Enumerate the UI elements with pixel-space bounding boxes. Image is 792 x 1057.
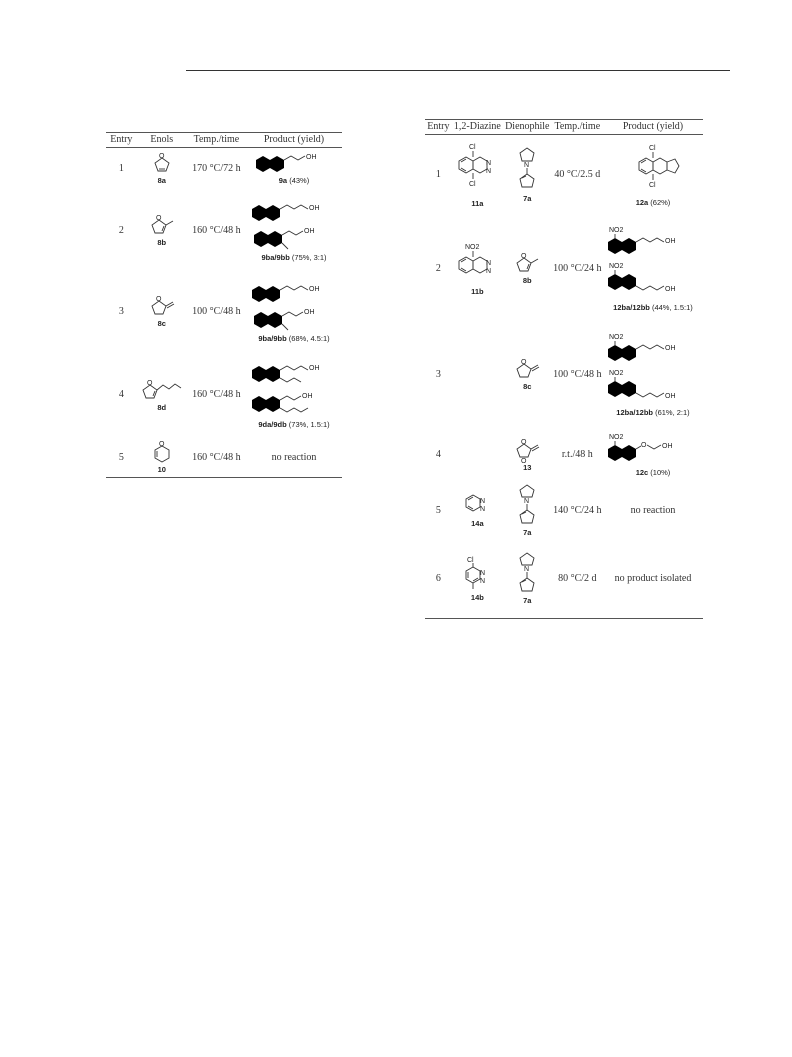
- temp-time: 100 °C/24 h: [553, 263, 602, 274]
- diazine-cell: [452, 539, 503, 619]
- compound-label: 11a: [471, 199, 484, 209]
- compound-label: 7a: [523, 528, 532, 537]
- compound-label: 8a: [157, 176, 166, 186]
- svg-text:N: N: [486, 160, 492, 168]
- svg-text:OH: OH: [309, 286, 320, 293]
- svg-text:N: N: [480, 498, 486, 505]
- compound-label: 12a: [635, 198, 649, 208]
- table-header-row: [425, 120, 703, 135]
- methylene-dioxolane-structure: [512, 437, 542, 463]
- enol-cell: [137, 438, 187, 478]
- compound-label: 9a: [278, 176, 288, 186]
- table-row: [106, 190, 342, 272]
- compound-label: 13: [523, 463, 532, 472]
- entry-number: 4: [435, 449, 441, 460]
- methylene-tetrahydrofuran-structure: [512, 358, 542, 382]
- dichlorophthalazine-structure: [455, 141, 499, 199]
- dihydropyran-structure: [150, 441, 174, 465]
- svg-text:O: O: [158, 440, 165, 448]
- svg-text:N: N: [524, 565, 530, 573]
- svg-text:O: O: [155, 215, 162, 222]
- svg-text:Cl: Cl: [467, 556, 474, 564]
- table-row: [425, 483, 703, 539]
- svg-text:O: O: [521, 458, 527, 463]
- temp-time: 140 °C/24 h: [553, 505, 602, 516]
- entry-number: 1: [118, 163, 124, 175]
- dienophile-cell: [503, 483, 552, 539]
- compound-label: 12c: [635, 468, 649, 477]
- svg-text:N: N: [480, 506, 486, 513]
- table-row: [425, 539, 703, 619]
- no-product-note: no product isolated: [603, 539, 703, 619]
- naphthyl-ethanol-structure: [248, 152, 340, 176]
- methyl-dihydrofuran-structure: [147, 214, 177, 238]
- svg-text:O: O: [158, 153, 165, 161]
- col-dienophile: Dienophile: [503, 120, 552, 135]
- compound-label: 10: [157, 464, 166, 474]
- yield-text: (62%): [650, 198, 671, 208]
- product-cell: [603, 215, 703, 323]
- pyrrolidino-cyclopentene-structure: [517, 146, 537, 194]
- pyridazine-structure: [462, 493, 492, 519]
- diazine-cell: [452, 215, 503, 323]
- svg-text:N: N: [480, 569, 486, 577]
- compound-label: 9ba/9bb: [258, 334, 287, 343]
- svg-text:O: O: [641, 442, 647, 449]
- svg-text:OH: OH: [665, 286, 676, 293]
- page-header-rule: [186, 70, 730, 71]
- diazine-cell: [452, 427, 503, 483]
- compound-label: 8c: [157, 319, 166, 328]
- svg-text:OH: OH: [304, 309, 315, 316]
- diazine-cell: [452, 323, 503, 427]
- table-row: [106, 352, 342, 438]
- svg-text:Cl: Cl: [649, 145, 656, 153]
- svg-text:N: N: [486, 168, 492, 176]
- dienophile-cell: [503, 215, 552, 323]
- compound-label: 7a: [523, 194, 532, 204]
- nitrophthalazine-structure: [455, 241, 499, 287]
- svg-text:O: O: [521, 439, 527, 446]
- col-enols: Enols: [137, 133, 187, 148]
- svg-text:NO2: NO2: [609, 227, 624, 234]
- svg-text:N: N: [486, 260, 492, 267]
- enol-cell: [137, 272, 187, 352]
- diazine-cell: [452, 135, 503, 215]
- temp-time: 100 °C/48 h: [553, 369, 602, 380]
- entry-number: 4: [118, 389, 124, 400]
- product-cell: [603, 323, 703, 427]
- butyl-dihydrofuran-structure: [140, 377, 184, 403]
- methylnaphthyl-ethanol-structure: [248, 225, 340, 253]
- dienophile-cell: [503, 323, 552, 427]
- chloromethylpyridazine-structure: [462, 555, 492, 593]
- svg-text:OH: OH: [665, 393, 676, 400]
- enols-table: [106, 132, 342, 478]
- compound-label: 14a: [471, 519, 484, 528]
- compound-label: 8c: [523, 382, 532, 391]
- table-row: [425, 323, 703, 427]
- svg-text:O: O: [155, 296, 162, 303]
- diazine-cell: [452, 483, 503, 539]
- svg-text:N: N: [524, 498, 530, 505]
- table-header-row: [106, 133, 342, 148]
- yield-text: (44%, 1.5:1): [651, 303, 693, 312]
- yield-text: (73%, 1.5:1): [288, 420, 330, 429]
- col-entry: Entry: [106, 133, 137, 148]
- col-product: Product (yield): [246, 133, 342, 148]
- table-row: [425, 215, 703, 323]
- entry-number: 3: [435, 369, 441, 380]
- svg-text:NO2: NO2: [609, 263, 624, 270]
- col-temp: Temp./time: [187, 133, 246, 148]
- svg-text:N: N: [480, 577, 486, 585]
- entry-number: 5: [106, 438, 137, 478]
- methylnaphthyl-ethanol-structure: [248, 306, 340, 334]
- propylnaphthyl-propanol-structure: [246, 360, 342, 390]
- diazine-table: [425, 119, 703, 619]
- svg-text:Cl: Cl: [469, 181, 476, 189]
- col-entry: Entry: [425, 120, 452, 135]
- entry-number: 6: [425, 539, 452, 619]
- svg-text:N: N: [524, 162, 530, 170]
- svg-text:O: O: [146, 380, 153, 387]
- col-diazine: 1,2-Diazine: [452, 120, 503, 135]
- svg-text:N: N: [486, 268, 492, 275]
- temp-time: 160 °C/48 h: [187, 438, 246, 478]
- product-cell: [246, 148, 342, 190]
- yield-text: (68%, 4.5:1): [288, 334, 330, 343]
- yield-text: (75%, 3:1): [291, 253, 327, 262]
- temp-time: 160 °C/48 h: [192, 389, 241, 400]
- table-row: [425, 135, 703, 215]
- entry-number: 5: [435, 505, 441, 516]
- svg-text:NO2: NO2: [465, 244, 480, 251]
- butylnaphthyl-ethanol-structure: [246, 390, 342, 420]
- svg-text:OH: OH: [665, 238, 676, 245]
- dihydrofuran-structure: [150, 152, 174, 176]
- svg-text:Cl: Cl: [469, 144, 476, 152]
- svg-text:OH: OH: [304, 228, 315, 235]
- compound-label: 9ba/9bb: [261, 253, 290, 262]
- no-reaction-note: no reaction: [246, 438, 342, 478]
- temp-time: 160 °C/48 h: [192, 225, 241, 236]
- svg-text:OH: OH: [662, 443, 673, 450]
- compound-label: 12ba/12bb: [616, 408, 653, 417]
- compound-label: 8b: [522, 276, 532, 285]
- yield-text: (43%): [289, 176, 310, 186]
- entry-number: 3: [118, 306, 124, 317]
- temp-time: 40 °C/2.5 d: [554, 169, 601, 181]
- compound-label: 14b: [470, 592, 484, 602]
- svg-text:O: O: [521, 359, 527, 366]
- no-reaction-note: no reaction: [630, 505, 676, 516]
- table-row: [106, 272, 342, 352]
- product-cell: [603, 427, 703, 483]
- temp-time: 80 °C/2 d: [552, 539, 603, 619]
- table-row: [425, 427, 703, 483]
- entry-number: 1: [435, 169, 441, 181]
- entry-number: 2: [118, 225, 124, 236]
- enol-cell: [137, 148, 187, 190]
- svg-text:OH: OH: [302, 393, 313, 400]
- compound-label: 12ba/12bb: [613, 303, 650, 312]
- nitronaphthyl-propanol-structure: [603, 332, 703, 368]
- compound-label: 7a: [523, 595, 532, 605]
- methyl-dihydrofuran-structure: [512, 252, 542, 276]
- table-row: [106, 438, 342, 478]
- yield-text: (61%, 2:1): [655, 408, 690, 417]
- col-product: Product (yield): [603, 120, 703, 135]
- table-row: [106, 148, 342, 190]
- pyrrolidino-cyclopentene-structure: [517, 552, 537, 596]
- product-cell: [603, 135, 703, 215]
- col-temp: Temp./time: [552, 120, 603, 135]
- temp-time: 170 °C/72 h: [192, 163, 241, 175]
- nitronaphthyl-propanol-structure: [603, 225, 703, 261]
- dienophile-cell: [503, 427, 552, 483]
- nitronaphthyloxy-ethanol-structure: [603, 432, 703, 468]
- svg-text:OH: OH: [665, 345, 676, 352]
- svg-text:NO2: NO2: [609, 334, 624, 341]
- entry-number: 2: [435, 263, 441, 274]
- compound-label: 8b: [157, 238, 167, 247]
- methylene-tetrahydrofuran-structure: [147, 295, 177, 319]
- enol-cell: [137, 190, 187, 272]
- product-cell: [246, 272, 342, 352]
- product-cell: [246, 352, 342, 438]
- svg-text:NO2: NO2: [609, 434, 624, 441]
- dienophile-cell: [503, 135, 552, 215]
- svg-text:OH: OH: [309, 205, 320, 212]
- naphthyl-propanol-structure: [246, 280, 342, 306]
- yield-text: (10%): [650, 468, 671, 477]
- product-cell: [246, 190, 342, 272]
- nitronaphthyl-propanol-isomer-structure: [603, 368, 703, 408]
- svg-text:NO2: NO2: [609, 370, 624, 377]
- temp-time: r.t./48 h: [561, 449, 593, 460]
- svg-text:Cl: Cl: [649, 182, 656, 190]
- svg-text:OH: OH: [306, 154, 317, 162]
- dichloro-benzindane-structure: [623, 142, 683, 198]
- nitronaphthyl-propanol-isomer-structure: [603, 261, 703, 303]
- pyrrolidino-cyclopentene-structure: [517, 484, 537, 528]
- dienophile-cell: [503, 539, 552, 619]
- temp-time: 100 °C/48 h: [192, 306, 241, 317]
- enol-cell: [137, 352, 187, 438]
- svg-text:OH: OH: [309, 365, 320, 372]
- compound-label: 11b: [471, 287, 484, 296]
- compound-label: 9da/9db: [258, 420, 287, 429]
- svg-text:O: O: [521, 253, 527, 260]
- naphthyl-propanol-structure: [246, 199, 342, 225]
- compound-label: 8d: [157, 403, 167, 412]
